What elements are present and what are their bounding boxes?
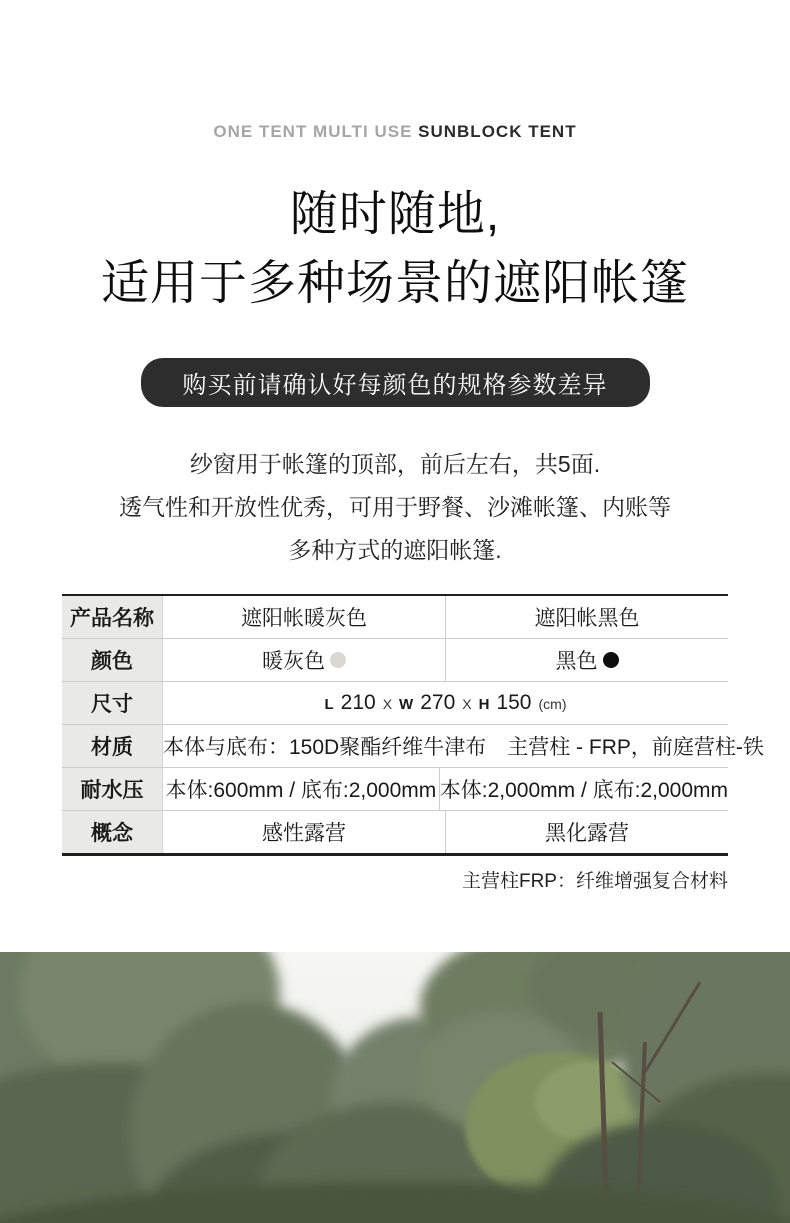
- spec-label-concept: 概念: [62, 811, 163, 853]
- dim-w-value: 270: [420, 691, 456, 714]
- spec-product-gray: 遮阳帐暖灰色: [163, 596, 446, 638]
- eyebrow-muted-text: ONE TENT MULTI USE: [213, 122, 413, 141]
- dim-h-value: 150: [496, 691, 532, 714]
- title-line2: 适用于多种场景的遮阳帐篷: [100, 257, 689, 310]
- dim-x-sep2: X: [462, 696, 472, 712]
- dim-unit: (cm): [538, 696, 567, 712]
- spec-waterproof-gray: 本体:600mm / 底布:2,000mm: [163, 768, 440, 810]
- title-line1: 随时随地,: [289, 188, 501, 241]
- dimension-string: [324, 691, 566, 715]
- spec-row-material: [62, 724, 764, 767]
- spec-row-product-name: [62, 596, 728, 638]
- spec-concept-black: 黑化露营: [545, 822, 629, 845]
- dim-h-label: H: [478, 696, 490, 713]
- spec-size-value: [163, 682, 728, 724]
- spec-color-black: [446, 639, 728, 681]
- spec-label-material: 材质: [62, 725, 163, 767]
- dim-x-sep: X: [382, 696, 393, 712]
- description-line1: 纱窗用于帐篷的顶部，前后左右，共5面.: [189, 451, 601, 477]
- spec-label-size: 尺寸: [62, 682, 163, 724]
- page-title: [0, 180, 790, 318]
- dim-l-label: L: [324, 696, 334, 713]
- spec-row-color: [62, 638, 728, 681]
- eyebrow-strong-text: SUNBLOCK TENT: [418, 122, 577, 141]
- warm-gray-swatch-icon: [330, 652, 346, 668]
- spec-product-black: 遮阳帐黑色: [534, 607, 640, 630]
- spec-waterproof-black: 本体:2,000mm / 底布:2,000mm: [439, 779, 728, 802]
- spec-color-gray-text: 暖灰色: [262, 650, 325, 673]
- spec-row-size: [62, 681, 728, 724]
- spec-row-concept: [62, 810, 728, 853]
- description-line2: 透气性和开放性优秀，可用于野餐、沙滩帐篷、内账等: [119, 494, 671, 520]
- spec-concept-gray: 感性露营: [163, 811, 446, 853]
- forest-photo: [0, 952, 790, 1223]
- spec-label-product-name: 产品名称: [62, 596, 163, 638]
- spec-color-gray: [163, 639, 446, 681]
- notice-pill-wrap: [0, 358, 790, 407]
- spec-row-waterproof: [62, 767, 728, 810]
- frp-footnote: 主营柱FRP：纤维增强复合材料: [461, 871, 728, 892]
- eyebrow: [0, 0, 790, 142]
- spec-color-black-text: 黑色: [555, 650, 598, 673]
- description-line3: 多种方式的遮阳帐篷.: [288, 537, 502, 563]
- black-swatch-icon: [603, 652, 619, 668]
- spec-label-waterproof: 耐水压: [62, 768, 163, 810]
- dim-l-value: 210: [340, 691, 376, 714]
- dim-w-label: W: [399, 696, 414, 713]
- description: [0, 443, 790, 572]
- spec-label-color: 颜色: [62, 639, 163, 681]
- spec-material-value: 本体与底布：150D聚酯纤维牛津布 主营柱 - FRP，前庭营柱-铁: [163, 736, 764, 759]
- notice-pill: 购买前请确认好每颜色的规格参数差异: [141, 358, 650, 407]
- spec-table: [62, 594, 764, 856]
